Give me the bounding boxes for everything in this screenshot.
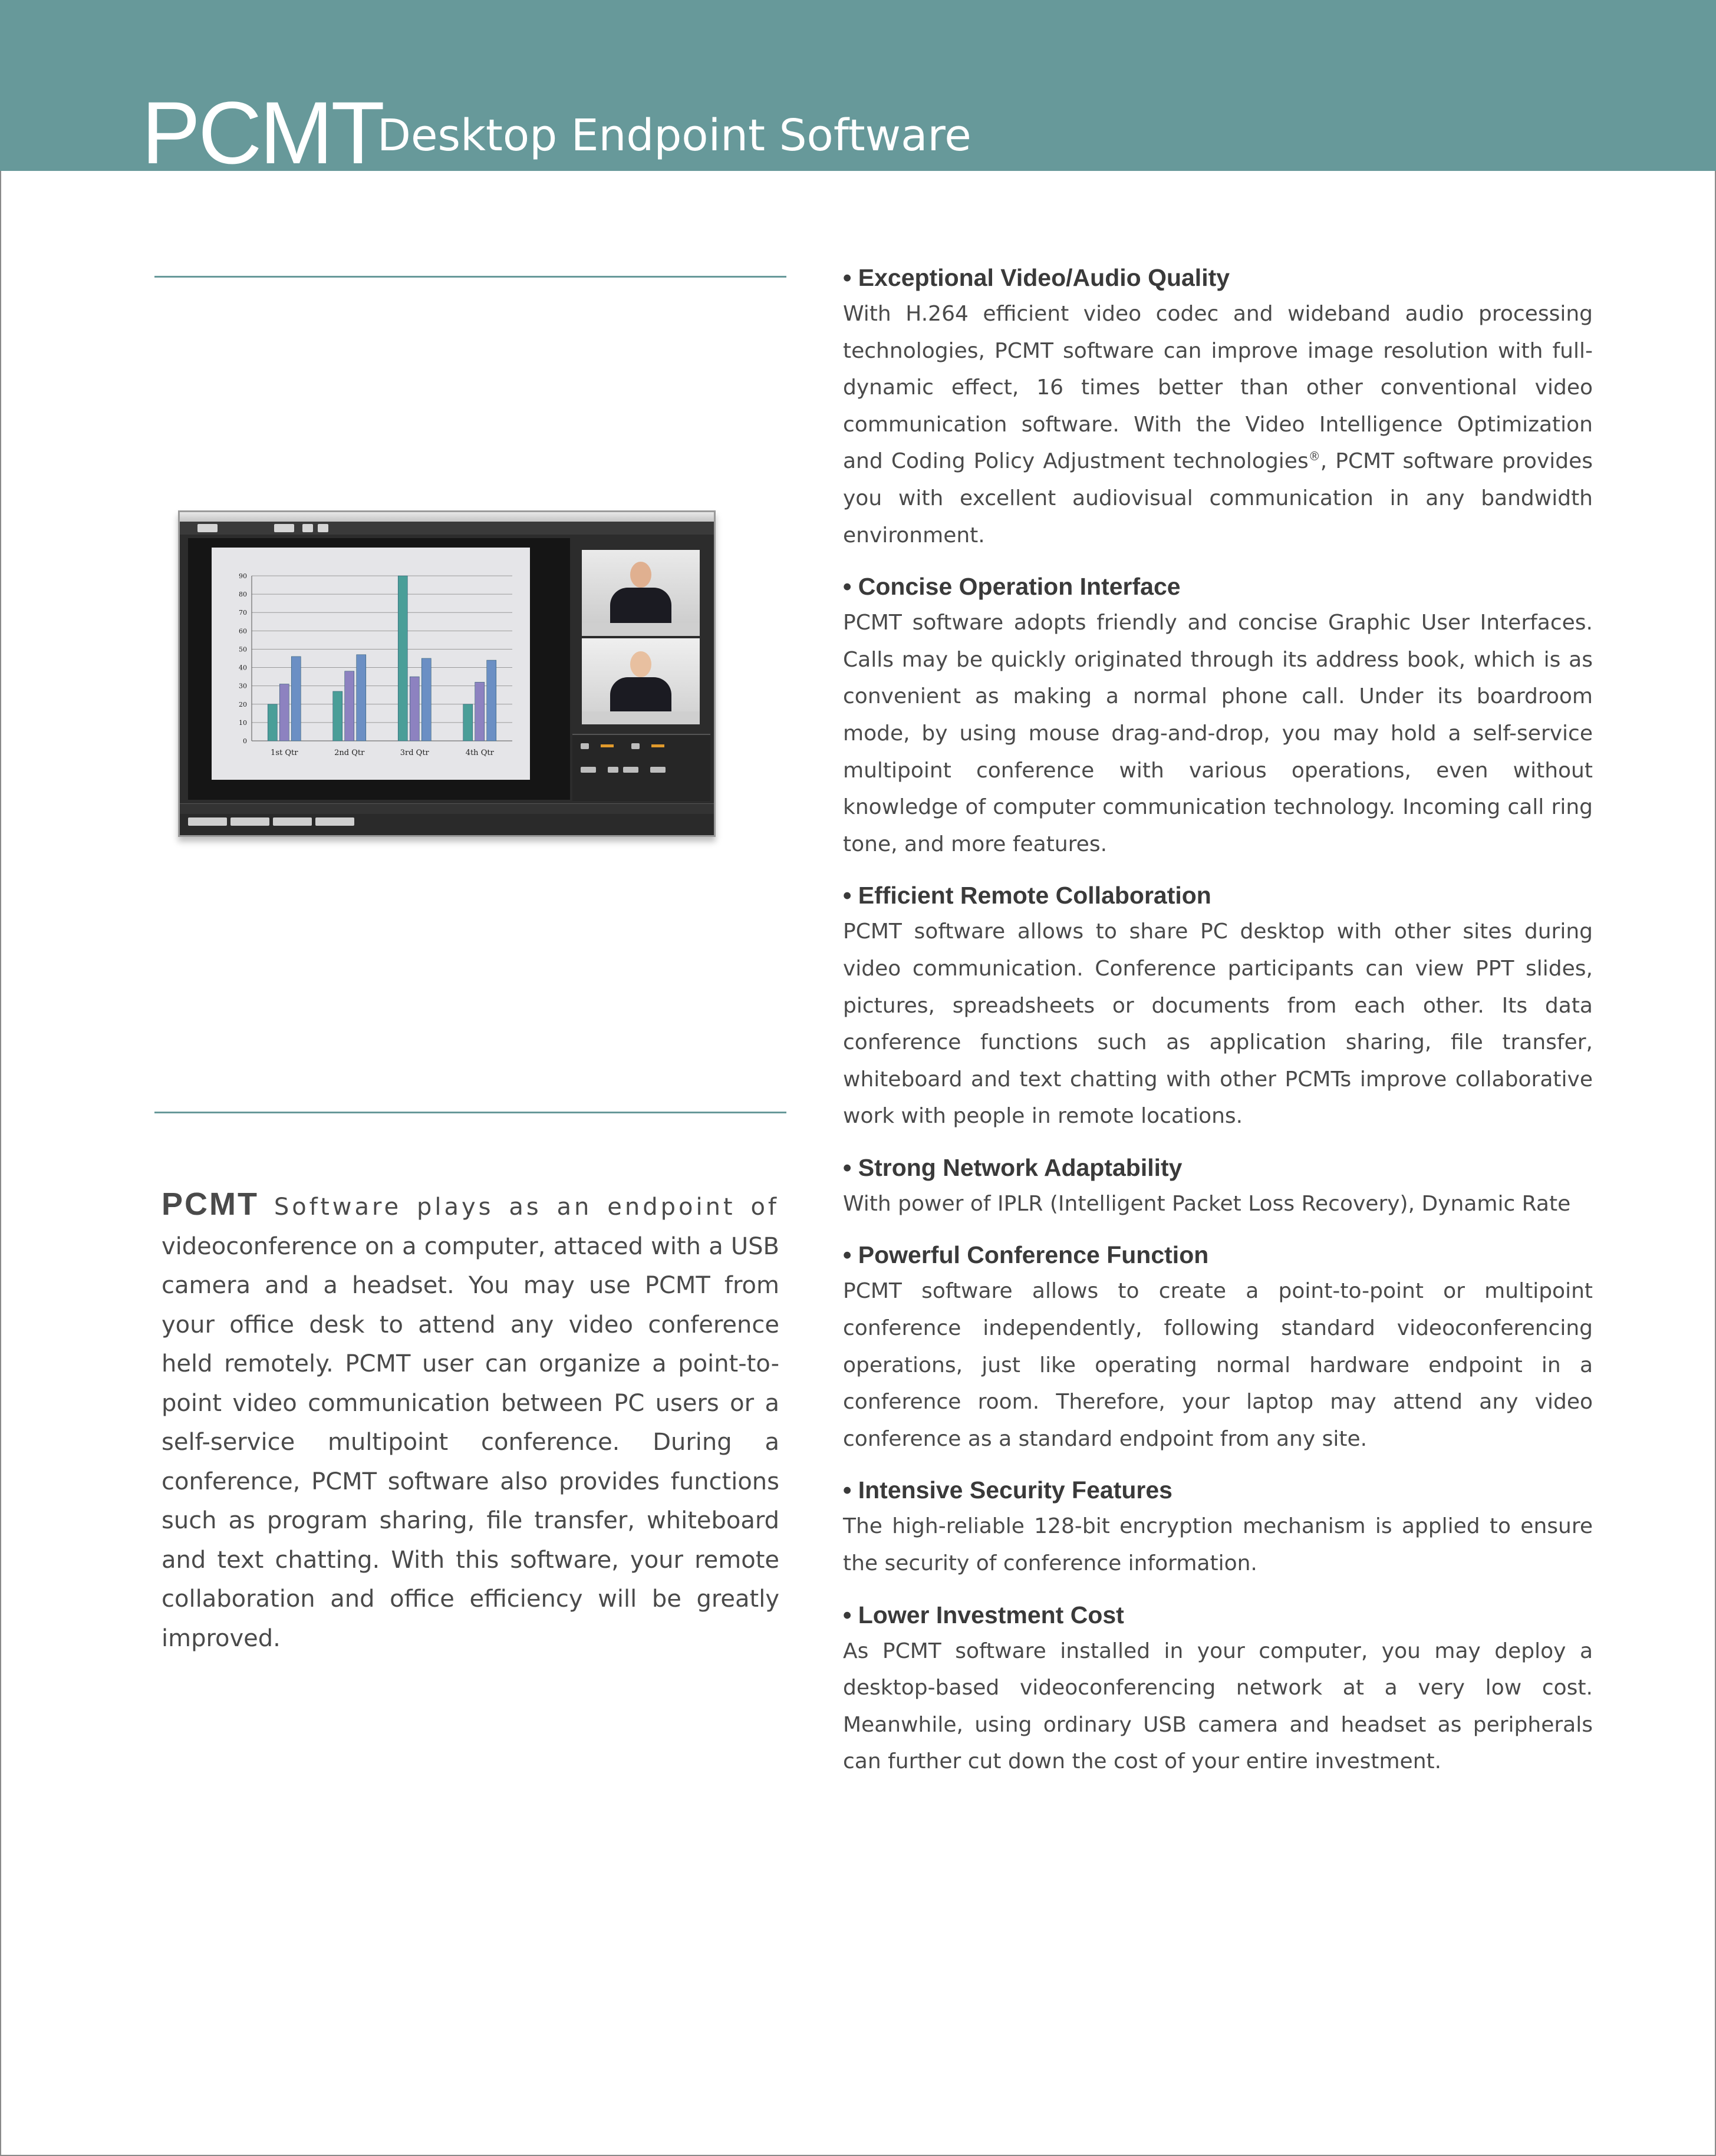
feature-title: • Lower Investment Cost: [843, 1601, 1124, 1628]
x-tick-label: 3rd Qtr: [400, 749, 429, 757]
y-tick-label: 70: [239, 609, 247, 617]
y-tick-label: 40: [239, 664, 247, 672]
chart-frame: [212, 548, 530, 780]
y-tick-label: 30: [239, 682, 247, 690]
product-screenshot: [178, 510, 716, 837]
y-tick-label: 0: [243, 737, 247, 745]
screenshot-titlebar: [180, 512, 714, 522]
feature-operation-interface: [843, 568, 1593, 863]
feature-body: [843, 296, 1593, 554]
screenshot-tabs: [180, 814, 714, 835]
volume-indicator: [601, 744, 614, 747]
video-window-local: [582, 638, 700, 724]
bar: [279, 684, 289, 741]
bar: [345, 671, 354, 741]
control-button: [581, 743, 589, 749]
feature-body: As PCMT software installed in your computer, you may deploy a desktop-based videoconferencing network at a very low cost. Meanwhile, using ordinary USB camera and headset as peripherals can further cut down the cost of your entire investment.: [843, 1639, 1593, 1774]
feature-title: • Efficient Remote Collaboration: [843, 882, 1211, 909]
y-tick-label: 20: [239, 700, 247, 708]
bar: [410, 677, 419, 741]
control-button: [631, 743, 640, 749]
tab-button: [188, 817, 227, 826]
header-band: [0, 0, 1716, 182]
y-tick-label: 90: [239, 572, 247, 580]
feature-title: • Exceptional Video/Audio Quality: [843, 264, 1230, 291]
desk: [582, 623, 700, 636]
call-control-panel: [572, 734, 710, 801]
bar: [333, 691, 342, 741]
bar: [475, 682, 485, 741]
feature-video-audio-quality: [843, 259, 1593, 554]
feature-body: PCMT software allows to create a point-to-point or multipoint conference independently, following standard videoconferencing operations, just like operating normal hardware endpoint in a conference room. Therefore, your laptop may attend any video conference as a standard endpoint from any site.: [843, 1279, 1593, 1451]
person-body: [610, 677, 671, 713]
bar: [421, 658, 431, 741]
shared-content-area: [188, 538, 570, 800]
tab-button: [273, 817, 312, 826]
volume-indicator: [651, 744, 664, 747]
toolbar-button: [274, 524, 294, 532]
page-title: Desktop Endpoint Software: [377, 110, 971, 161]
feature-body-text: , PCMT software provides you with excellent audiovisual communication in any bandwidth environment.: [843, 449, 1593, 548]
feature-remote-collaboration: [843, 877, 1593, 1135]
feature-body: With power of IPLR (Intelligent Packet Loss Recovery), Dynamic Rate: [843, 1191, 1571, 1216]
tab-button: [315, 817, 354, 826]
person-head: [630, 562, 651, 588]
feature-body: PCMT software adopts friendly and concise Graphic User Interfaces. Calls may be quickly originated through its address book, which is as convenient as making a normal phone call. Under its boardroom mode, by using mouse drag-and-drop, you may hold a self-service multipoint conference with various operations, even without knowledge of computer communication technology. Incoming call ring tone, and more features.: [843, 611, 1593, 856]
screenshot-toolbar: [180, 522, 714, 535]
toolbar-button: [302, 524, 313, 532]
feature-body: PCMT software allows to share PC desktop with other sites during video communication. Conference participants can view PPT slides, pictures, spreadsheets or documents from each other. Its data conference functions such as application sharing, file transfer, whiteboard and text chatting with other PCMTs improve collaborative work with people in remote locations.: [843, 919, 1593, 1129]
bar: [357, 655, 366, 741]
intro-lead-rest: Software plays as an endpoint of: [258, 1194, 779, 1221]
feature-body: The high-reliable 128-bit encryption mechanism is applied to ensure the security of conference information.: [843, 1514, 1593, 1576]
y-tick-label: 50: [239, 645, 247, 654]
x-tick-label: 1st Qtr: [271, 749, 298, 757]
control-button: [608, 767, 618, 773]
feature-conference-function: [843, 1237, 1593, 1458]
y-tick-label: 60: [239, 627, 247, 635]
feature-list: [843, 259, 1593, 1795]
person-body: [610, 588, 671, 623]
tab-button: [230, 817, 269, 826]
y-tick-label: 80: [239, 591, 247, 599]
control-button: [650, 767, 666, 773]
x-tick-label: 2nd Qtr: [334, 749, 365, 757]
bar: [463, 704, 473, 741]
desk: [582, 711, 700, 724]
feature-investment-cost: [843, 1597, 1593, 1781]
bar: [487, 660, 496, 741]
registered-mark: ®: [1308, 449, 1320, 464]
bar: [398, 576, 407, 741]
bar: [291, 657, 301, 741]
video-window-remote: [582, 550, 700, 636]
y-tick-label: 10: [239, 718, 247, 727]
control-button: [623, 767, 638, 773]
intro-body: videoconference on a computer, attaced with a USB camera and a headset. You may use PCMT from your office desk to attend any video conference held remotely. PCMT user can organize a point-to-point video communication between PC users or a self-service multipoint conference. During a conference, PCMT software also provides functions such as program sharing, file transfer, whiteboard and text chatting. With this software, your remote collaboration and office efficiency will be greatly improved.: [162, 1232, 779, 1652]
divider-top: [154, 276, 786, 278]
toolbar-button: [318, 524, 328, 532]
bar-chart: [212, 548, 530, 780]
feature-title: • Strong Network Adaptability: [843, 1153, 1183, 1181]
intro-paragraph: [162, 1185, 779, 1658]
feature-title: • Intensive Security Features: [843, 1476, 1172, 1504]
screenshot-statusbar: [180, 803, 714, 815]
feature-security: [843, 1472, 1593, 1582]
bar: [268, 704, 277, 741]
brand-logo: PCMT: [141, 83, 383, 182]
feature-network-adaptability: [843, 1149, 1593, 1223]
feature-title: • Powerful Conference Function: [843, 1241, 1209, 1269]
x-tick-label: 4th Qtr: [465, 749, 494, 757]
toolbar-button: [197, 524, 218, 532]
control-button: [581, 767, 596, 773]
divider-bottom: [154, 1112, 786, 1113]
intro-lead: PCMT: [162, 1186, 259, 1222]
feature-body-text: With H.264 efficient video codec and wideband audio processing technologies, PCMT software can improve image resolution with full-dynamic effect, 16 times better than other conventional video communication software. With the Video Intelligence Optimization and Coding Policy Adjustment technologies: [843, 302, 1593, 474]
person-head: [630, 651, 651, 677]
feature-title: • Concise Operation Interface: [843, 573, 1181, 601]
